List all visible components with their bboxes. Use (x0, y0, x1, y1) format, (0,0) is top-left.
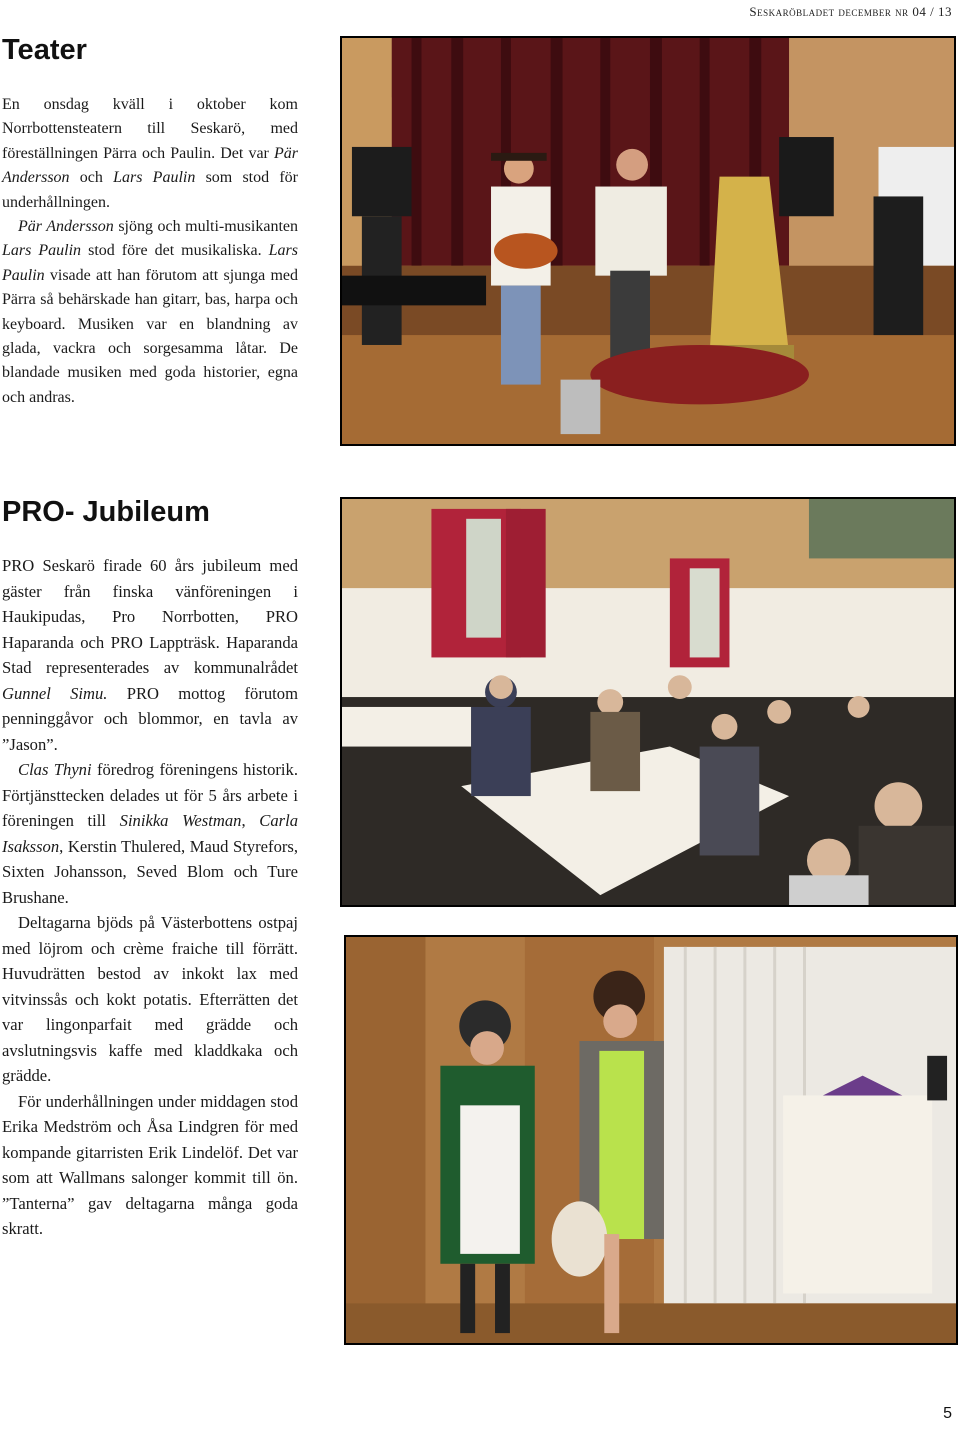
pro-article-body (2, 553, 298, 1242)
pro-paragraph-4: För underhållningen under middagen stod Erika Medström och Åsa Lindgren för med kompande gitarristen Erik Lindelöf. Det var som att Wallmans salonger kommit till ön. ”Tanterna” gav deltagarna många goda skratt. (2, 1091, 298, 1238)
teater-paragraph-1: En onsdag kväll i oktober kom Norrbottensteatern till Seskarö, med föreställningen Pärra och Paulin. Det var Pär Andersson och Lars Paulin som stod för underhållningen. (2, 96, 298, 211)
teater-stage-photo (340, 36, 956, 446)
running-header: Seskaröbladet december nr 04 / 13 (749, 4, 952, 19)
pro-paragraph-1: PRO Seskarö firade 60 års jubileum med gäster från finska vänföreningen i Haukipudas, Pro Norrbotten, PRO Haparanda och PRO Lappträsk. Haparanda Stad representerades av kommunalrådet Gunnel Simu. PRO mottog förutom penninggåvor och blommor, en tavla av ”Jason”. (2, 556, 298, 754)
teater-paragraph-2: Pär Andersson sjöng och multi-musikanten Lars Paulin stod före det musikaliska. Lars Paulin visade att han förutom att sjunga med Pärra så behärskade han gitarr, bas, harpa och keyboard. Musiken var en blandning av glada, vackra och sorgesamma låtar. De blandade musiken med goda historier, egna och andras. (2, 218, 299, 406)
pro-paragraph-2: Clas Thyni föredrog föreningens historik. Förtjänsttecken delades ut för 5 års arbete i föreningen till Sinikka Westman, Carla Isaksson, Kerstin Thulered, Maud Styrefors, Sixten Johansson, Seved Blom och Ture Brushane. (2, 760, 298, 907)
pro-banquet-photo (340, 497, 956, 907)
pro-paragraph-3: Deltagarna bjöds på Västerbottens ostpaj med löjrom och crème fraiche till förrätt. Huvudrätten bestod av inkokt lax med vitvinssås och kokt potatis. Efterrätten det var lingonparfait med grädde och avslutningsvis kaffe med kladdkaka och grädde. (2, 913, 298, 1085)
pro-performers-photo (344, 935, 958, 1345)
page-number: 5 (943, 1405, 952, 1422)
section-title-teater: Teater (2, 34, 87, 66)
section-title-pro: PRO- Jubileum (2, 496, 210, 528)
teater-article-body (2, 93, 298, 410)
